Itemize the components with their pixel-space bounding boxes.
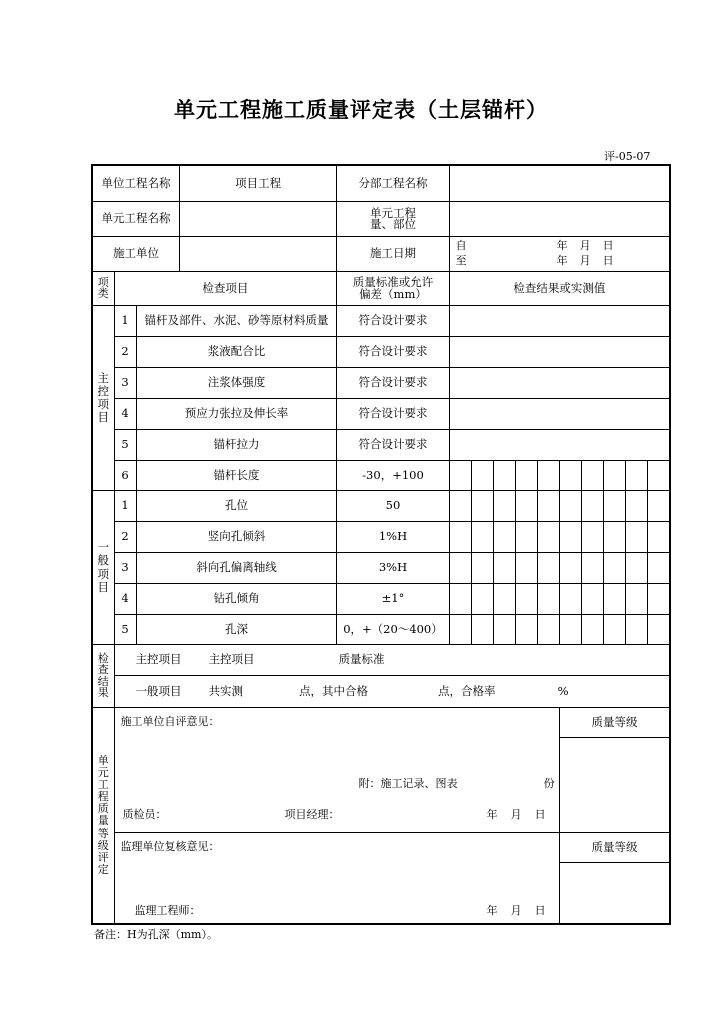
- col-result: 检查结果或实测值: [449, 272, 670, 306]
- grade-value: [559, 738, 670, 833]
- check-general-row: [114, 676, 670, 708]
- main-row-no: 4: [114, 399, 136, 430]
- unit-project-label: 单位工程名称: [93, 166, 180, 201]
- manager-label: 项目经理：: [284, 808, 340, 821]
- col-category: 项类: [92, 272, 114, 306]
- main-row-item: 锚杆拉力: [136, 430, 337, 461]
- result-cell: [515, 522, 537, 553]
- col-standard-2: 偏差（mm）: [359, 286, 427, 301]
- result-cell: [515, 584, 537, 615]
- result-cell: [537, 461, 559, 491]
- result-cell: [449, 491, 471, 522]
- result-cell: [537, 491, 559, 522]
- general-row-item: 竖向孔倾斜: [136, 522, 337, 553]
- engineer-label: 监理工程师：: [134, 904, 201, 917]
- general-row-no: 5: [114, 615, 136, 645]
- grade-label: 质量等级: [559, 708, 670, 738]
- result-cell: [449, 553, 471, 584]
- header-unit-project: [92, 165, 337, 202]
- result-cell: [493, 615, 515, 645]
- main-row-no: 6: [114, 461, 136, 491]
- attach-label: 附：施工记录、图表: [358, 777, 458, 790]
- check-main-label: 主控项目: [135, 652, 182, 667]
- main-row-result: [449, 306, 670, 337]
- general-row-item: 孔位: [136, 491, 337, 522]
- self-eval-cell: 施工单位自评意见： 附：施工记录、图表 份 质检员： 项目经理： 年 月 日: [114, 708, 559, 833]
- check-main-text-2: 质量标准: [338, 652, 385, 667]
- main-row-result: [449, 368, 670, 399]
- grade-value-2: [559, 863, 670, 924]
- general-row-item: 斜向孔偏离轴线: [136, 553, 337, 584]
- result-cell: [648, 522, 670, 553]
- main-row-result: [449, 399, 670, 430]
- result-cell: [604, 491, 626, 522]
- result-cell: [493, 522, 515, 553]
- result-cell: [515, 615, 537, 645]
- check-general-text-1: 共实测: [208, 683, 244, 698]
- general-row-standard: 50: [337, 491, 449, 522]
- result-cell: [493, 584, 515, 615]
- general-row-no: 1: [114, 491, 136, 522]
- result-cell: [648, 584, 670, 615]
- check-general-text-3: 点，合格率: [438, 683, 496, 698]
- result-cell: [493, 491, 515, 522]
- general-row-item: 孔深: [136, 615, 337, 645]
- result-cell: [604, 584, 626, 615]
- result-cell: [537, 522, 559, 553]
- result-cell: [515, 553, 537, 584]
- result-cell: [582, 584, 604, 615]
- contractor-value: [180, 237, 336, 271]
- result-cell: [626, 522, 648, 553]
- date-from-label: 自: [455, 239, 467, 253]
- result-cell: [582, 491, 604, 522]
- general-row-standard: 3%H: [337, 553, 449, 584]
- result-cell: [559, 615, 581, 645]
- check-general-text-2: 点，其中合格: [299, 683, 369, 698]
- col-item: 检查项目: [114, 272, 337, 306]
- main-row-standard: 符合设计要求: [337, 430, 449, 461]
- main-row-result: [449, 337, 670, 368]
- result-cell: [559, 491, 581, 522]
- result-cell: [648, 553, 670, 584]
- check-general-label: 一般项目: [135, 683, 182, 698]
- result-cell: [582, 461, 604, 491]
- assessment-category: 单元工程质量等级评定: [92, 708, 114, 925]
- date-label: 施工日期: [337, 237, 449, 272]
- main-row-standard: 符合设计要求: [337, 399, 449, 430]
- result-cell: [582, 615, 604, 645]
- inspector-label: 质检员：: [122, 808, 167, 821]
- result-cell: [582, 522, 604, 553]
- result-cell: [604, 615, 626, 645]
- col-standard-1: 质量标准或允许: [352, 275, 434, 289]
- quantity-value: [449, 202, 670, 237]
- division-label: 分部工程名称: [337, 165, 449, 202]
- result-cell: [559, 584, 581, 615]
- general-row-standard: ±1°: [337, 584, 449, 615]
- header-element: [92, 202, 337, 237]
- result-cell: [559, 553, 581, 584]
- quantity-label-2: 量、部位: [369, 217, 416, 231]
- general-row-no: 4: [114, 584, 136, 615]
- element-value: [180, 202, 336, 236]
- general-row-item: 钻孔倾角: [136, 584, 337, 615]
- review-cell: 监理单位复核意见： 监理工程师： 年 月 日: [114, 833, 559, 925]
- result-cell: [648, 461, 670, 491]
- result-cell: [471, 522, 493, 553]
- copies-label: 份: [543, 777, 555, 790]
- division-value: [449, 165, 670, 202]
- result-cell: [493, 461, 515, 491]
- element-label: 单元工程名称: [93, 202, 180, 236]
- check-main-row: [114, 645, 670, 676]
- main-row-no: 1: [114, 306, 136, 337]
- result-cell: [582, 553, 604, 584]
- main-row-item: 预应力张拉及伸长率: [136, 399, 337, 430]
- result-cell: [449, 461, 471, 491]
- main-row-standard: 符合设计要求: [337, 368, 449, 399]
- footnote: 备注：H为孔深（mm）。: [94, 928, 218, 941]
- result-cell: [471, 491, 493, 522]
- main-row-standard: 符合设计要求: [337, 306, 449, 337]
- result-cell: [537, 584, 559, 615]
- contractor-label: 施工单位: [93, 237, 180, 271]
- result-cell: [471, 461, 493, 491]
- header-contractor: [92, 237, 337, 272]
- general-row-no: 3: [114, 553, 136, 584]
- result-cell: [537, 615, 559, 645]
- result-cell: [604, 461, 626, 491]
- main-row-no: 5: [114, 430, 136, 461]
- form-code: 评-05-07: [604, 150, 651, 163]
- general-row-standard: 1%H: [337, 522, 449, 553]
- result-cell: [559, 461, 581, 491]
- assessment-table: [91, 164, 671, 925]
- result-cell: [626, 461, 648, 491]
- check-result-category: 检查结果: [92, 645, 114, 708]
- result-cell: [449, 584, 471, 615]
- main-category: 主控项目: [92, 306, 114, 491]
- result-cell: [626, 491, 648, 522]
- result-cell: [626, 584, 648, 615]
- main-row-item: 浆液配合比: [136, 337, 337, 368]
- main-row-item: 注浆体强度: [136, 368, 337, 399]
- main-row-item: 锚杆长度: [136, 461, 337, 491]
- date-to-label: 至: [455, 254, 467, 267]
- result-cell: [626, 553, 648, 584]
- result-cell: [648, 491, 670, 522]
- result-cell: [515, 491, 537, 522]
- general-row-no: 2: [114, 522, 136, 553]
- result-cell: [648, 615, 670, 645]
- quantity-label-1: 单元工程: [369, 205, 416, 220]
- general-row-standard: 0，+（20～400）: [337, 615, 449, 645]
- page-title: 单元工程施工质量评定表（土层锚杆）: [174, 97, 548, 122]
- review-label: 监理单位复核意见：: [120, 840, 220, 853]
- grade-label-2: 质量等级: [559, 833, 670, 863]
- main-row-result: [449, 430, 670, 461]
- result-cell: [537, 553, 559, 584]
- result-cell: [449, 615, 471, 645]
- result-cell: [604, 522, 626, 553]
- check-main-text-1: 主控项目: [208, 652, 255, 667]
- result-cell: [559, 522, 581, 553]
- general-category: 一般项目: [92, 491, 114, 645]
- main-row-standard: -30，+100: [337, 461, 449, 491]
- result-cell: [626, 615, 648, 645]
- result-cell: [471, 553, 493, 584]
- result-cell: [604, 553, 626, 584]
- unit-project-value: 项目工程: [235, 175, 282, 190]
- main-row-standard: 符合设计要求: [337, 337, 449, 368]
- result-cell: [471, 584, 493, 615]
- result-cell: [515, 461, 537, 491]
- main-row-no: 3: [114, 368, 136, 399]
- main-row-no: 2: [114, 337, 136, 368]
- self-eval-label: 施工单位自评意见：: [120, 715, 220, 728]
- check-general-text-4: %: [557, 683, 569, 698]
- result-cell: [471, 615, 493, 645]
- date-range: 自 年 月 日 至 年 月 日: [449, 237, 670, 272]
- main-row-item: 锚杆及部件、水泥、砂等原材料质量: [136, 306, 337, 337]
- result-cell: [493, 553, 515, 584]
- result-cell: [449, 522, 471, 553]
